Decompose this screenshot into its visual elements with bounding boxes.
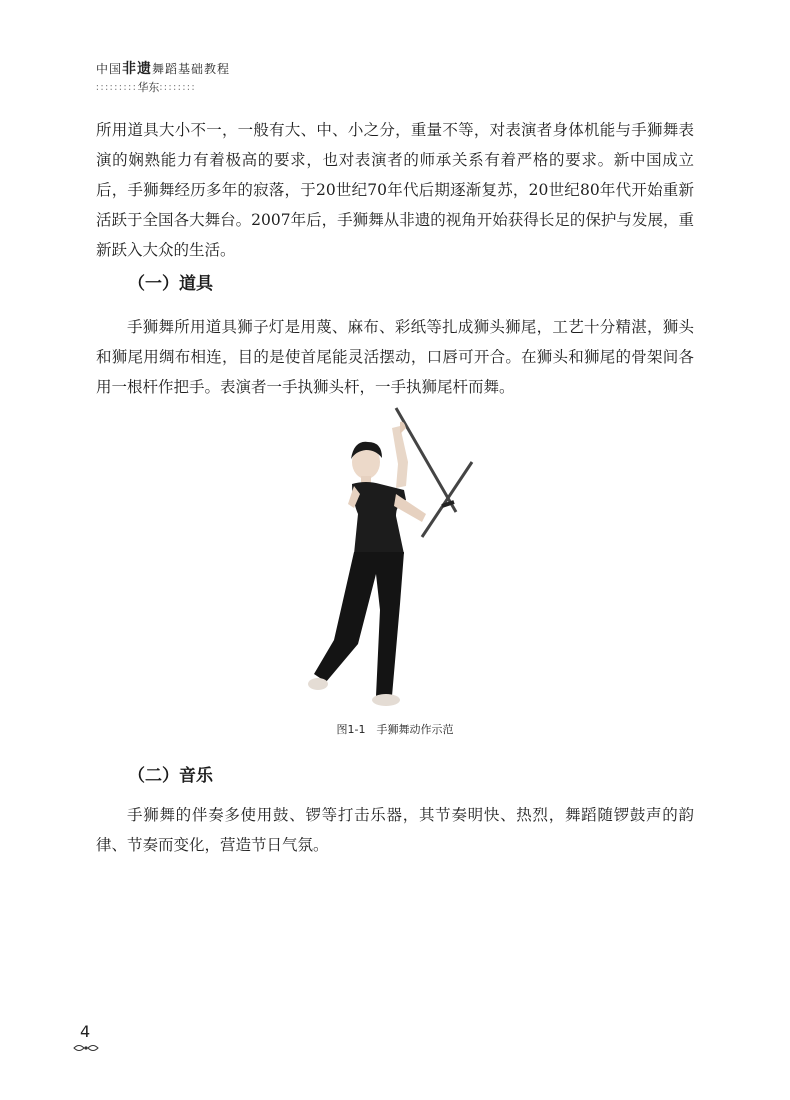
page-ornament	[72, 1042, 100, 1054]
series-title	[96, 58, 246, 78]
section-heading-music: （二）音乐	[128, 766, 213, 786]
dancer-right-shoe	[372, 694, 400, 706]
props-paragraph: 手狮舞所用道具狮子灯是用蔑、麻布、彩纸等扎成狮头狮尾，工艺十分精湛，狮头和狮尾用绸布相连，目的是使首尾能灵活摆动，口唇可开合。在狮头和狮尾的骨架间各用一根杆作把手。表演者一手执狮头杆，一手执狮尾杆而舞。	[96, 318, 694, 396]
music-paragraph: 手狮舞的伴奏多使用鼓、锣等打击乐器，其节奏明快、热烈，舞蹈随锣鼓声的韵律、节奏而变化，营造节日气氛。	[96, 806, 694, 854]
dancer-photo	[296, 404, 496, 714]
dotted-rule-left: ∶∶∶∶∶∶∶∶∶	[96, 83, 138, 94]
running-header	[96, 58, 246, 98]
dancer-figure	[296, 404, 496, 714]
dancer-left-shoe	[308, 678, 328, 690]
region-label: 华东	[137, 81, 160, 94]
series-title-part1: 中国	[96, 62, 123, 76]
series-brand-calligraphy: 非遗	[122, 61, 153, 77]
dancer-trousers	[314, 552, 404, 696]
section-heading-props: （一）道具	[128, 274, 213, 294]
series-title-part2: 舞蹈基础教程	[152, 62, 231, 76]
dancer-top	[352, 482, 406, 554]
lion-tail-pole	[422, 462, 472, 537]
page-number: 4	[80, 1022, 91, 1041]
intro-paragraph: 所用道具大小不一，一般有大、中、小之分，重量不等，对表演者身体机能与手狮舞表演的娴熟能力有着极高的要求，也对表演者的师承关系有着严格的要求。新中国成立后，手狮舞经历多年的寂落，于20世纪70年代后期逐渐复苏，20世纪80年代开始重新活跃于全国各大舞台。2007年后，手狮舞从非遗的视角开始获得长足的保护与发展，重新跃入大众的生活。	[96, 121, 694, 259]
figure-caption: 图1-1 手狮舞动作示范	[336, 723, 454, 736]
dotted-rule-right: ∶∶∶∶∶∶∶∶	[159, 83, 197, 94]
region-label-row	[96, 79, 246, 95]
